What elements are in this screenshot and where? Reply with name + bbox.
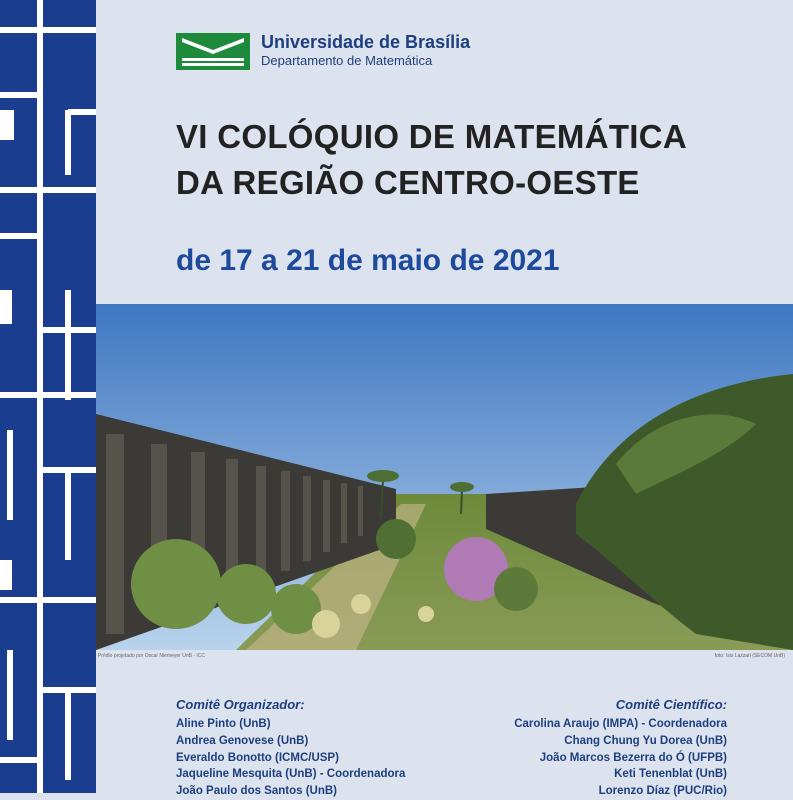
event-title-line-2: DA REGIÃO CENTRO-OESTE	[176, 164, 640, 201]
list-item: Everaldo Bonotto (ICMC/USP)	[176, 751, 339, 764]
decorative-side-strip	[0, 0, 96, 793]
unb-logo-icon	[176, 33, 250, 70]
campus-photo	[96, 304, 793, 650]
organizing-committee	[176, 697, 405, 800]
university-name: Universidade de Brasília	[261, 32, 471, 52]
scientific-committee-heading: Comitê Científico:	[615, 697, 727, 712]
photo-credit-right: foto: Isis Lazzari (SECOM UnB)	[714, 653, 785, 659]
department-name: Departamento de Matemática	[261, 53, 433, 68]
list-item: Lorenzo Díaz (PUC/Rio)	[598, 785, 727, 798]
list-item: Carolina Araujo (IMPA) - Coordenadora	[514, 718, 727, 730]
list-item: Andrea Genovese (UnB)	[176, 734, 309, 747]
organizing-committee-heading: Comitê Organizador:	[176, 697, 305, 712]
list-item: Jaqueline Mesquita (UnB) - Coordenadora	[176, 768, 406, 781]
event-title-line-1: VI COLÓQUIO DE MATEMÁTICA	[176, 118, 688, 155]
list-item: João Paulo dos Santos (UnB)	[176, 785, 338, 798]
list-item: João Marcos Bezerra do Ó (UFPB)	[539, 751, 727, 764]
event-title	[176, 114, 756, 206]
scientific-committee	[514, 697, 727, 800]
university-logo	[176, 32, 470, 70]
event-dates: de 17 a 21 de maio de 2021	[176, 244, 560, 277]
list-item: Aline Pinto (UnB)	[176, 718, 271, 730]
list-item: Chang Chung Yu Dorea (UnB)	[564, 734, 727, 747]
photo-credit-left: Prédio projetado por Oscar Niemeyer UnB - ICC	[98, 653, 205, 659]
list-item: Keti Tenenblat (UnB)	[614, 768, 727, 781]
